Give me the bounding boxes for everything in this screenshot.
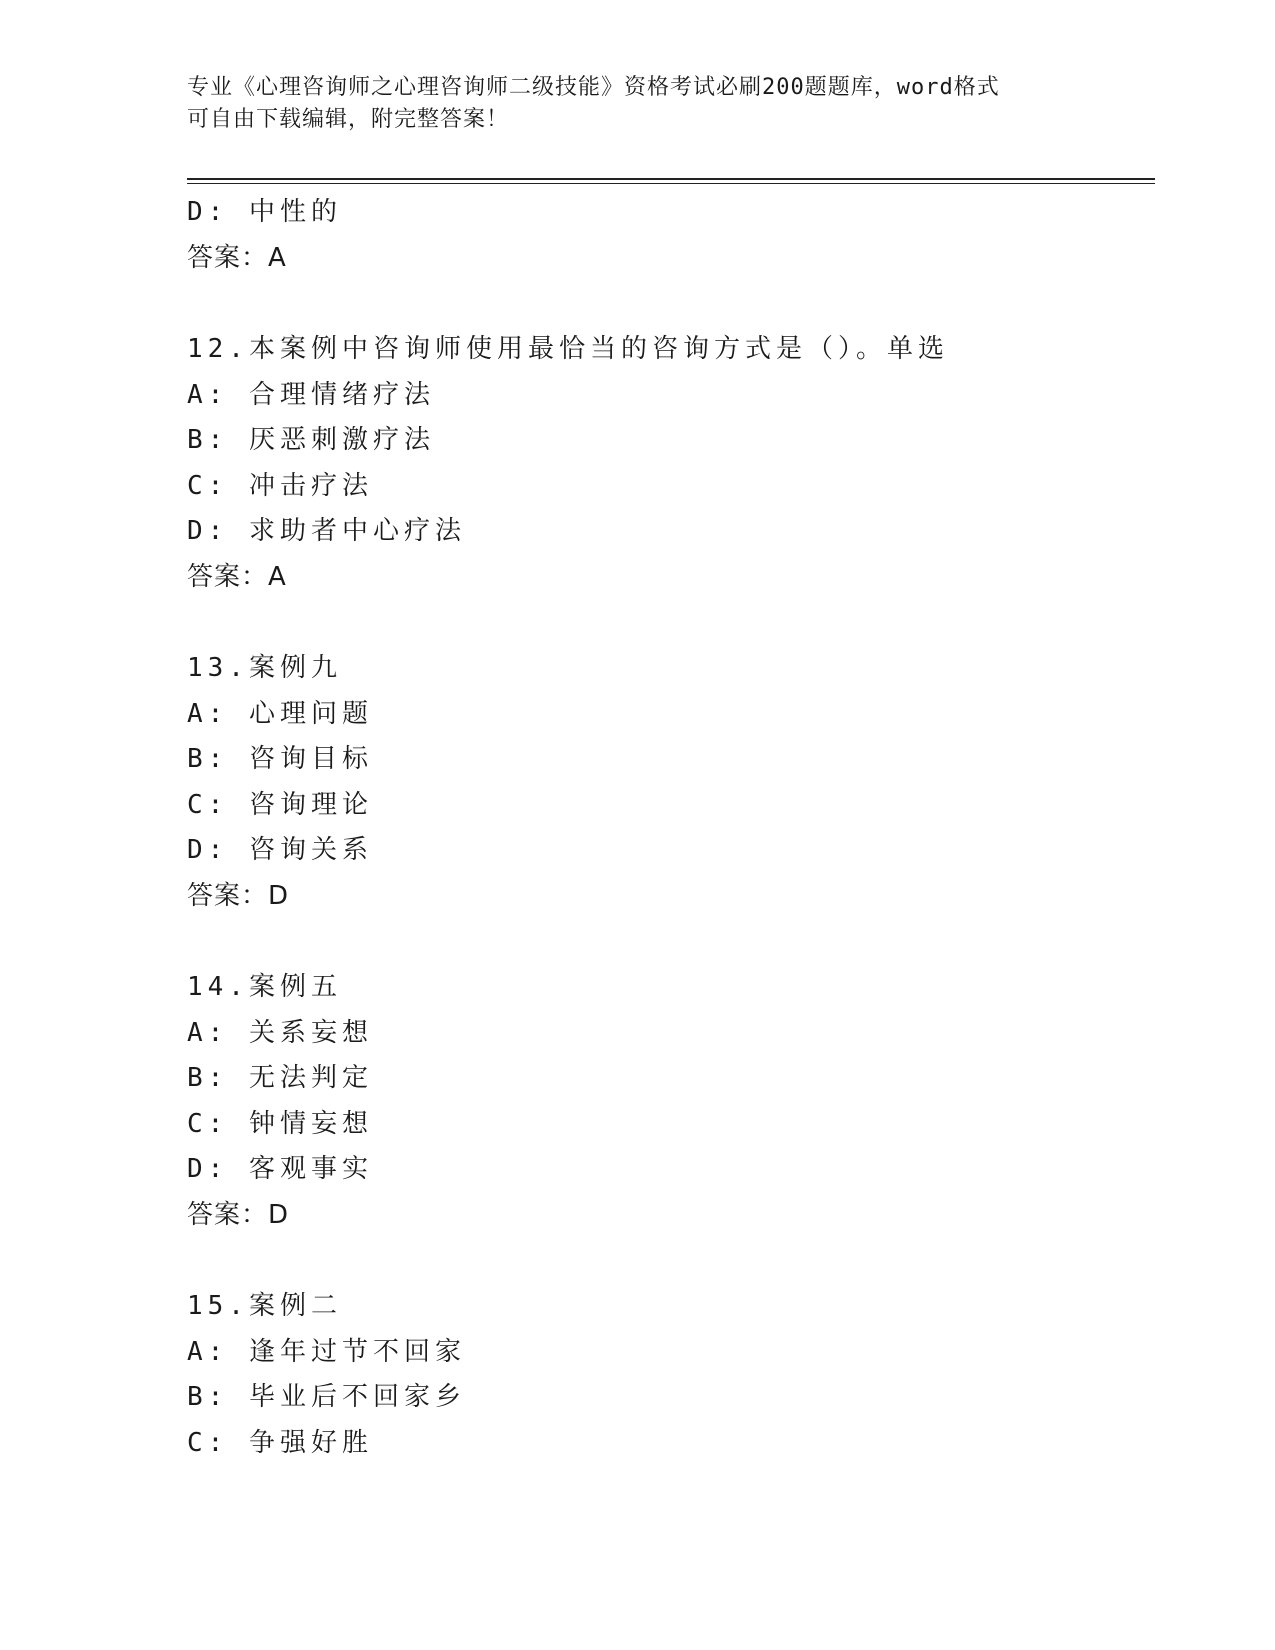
option-a: A: 逢年过节不回家 bbox=[187, 1336, 466, 1367]
header-divider bbox=[187, 178, 1155, 184]
header-line-1: 专业《心理咨询师之心理咨询师二级技能》资格考试必刷200题题库，word格式 bbox=[187, 75, 1000, 100]
option-a: A: 心理问题 bbox=[187, 698, 373, 729]
option-d: D: 求助者中心疗法 bbox=[187, 516, 466, 546]
option-c: C: 冲击疗法 bbox=[187, 470, 373, 501]
question-13 bbox=[187, 646, 1147, 919]
document-header bbox=[187, 72, 1067, 136]
option-c: C: 争强好胜 bbox=[187, 1427, 373, 1458]
option-b: B: 咨询目标 bbox=[187, 744, 373, 774]
question-11-option-d: D: 中性的 bbox=[187, 197, 342, 227]
option-a: A: 合理情绪疗法 bbox=[187, 379, 435, 410]
option-b: B: 厌恶刺激疗法 bbox=[187, 425, 435, 455]
answer: 答案：D bbox=[187, 1199, 290, 1230]
option-b: B: 毕业后不回家乡 bbox=[187, 1382, 466, 1412]
option-b: B: 无法判定 bbox=[187, 1063, 373, 1093]
question-12 bbox=[187, 327, 1147, 600]
question-stem: 15.案例二 bbox=[187, 1291, 342, 1321]
question-11-answer: 答案：A bbox=[187, 242, 287, 273]
question-list bbox=[187, 190, 1147, 1466]
question-15 bbox=[187, 1284, 1147, 1466]
question-stem: 12.本案例中咨询师使用最恰当的咨询方式是（）。单选 bbox=[187, 334, 949, 364]
option-d: D: 咨询关系 bbox=[187, 835, 373, 865]
question-14 bbox=[187, 965, 1147, 1238]
answer: 答案：D bbox=[187, 880, 290, 911]
option-c: C: 钟情妄想 bbox=[187, 1108, 373, 1139]
question-stem: 13.案例九 bbox=[187, 653, 342, 683]
option-c: C: 咨询理论 bbox=[187, 789, 373, 820]
option-a: A: 关系妄想 bbox=[187, 1017, 373, 1048]
question-stem: 14.案例五 bbox=[187, 972, 342, 1002]
answer: 答案：A bbox=[187, 561, 287, 592]
header-line-2: 可自由下载编辑，附完整答案！ bbox=[187, 107, 510, 132]
option-d: D: 客观事实 bbox=[187, 1154, 373, 1184]
